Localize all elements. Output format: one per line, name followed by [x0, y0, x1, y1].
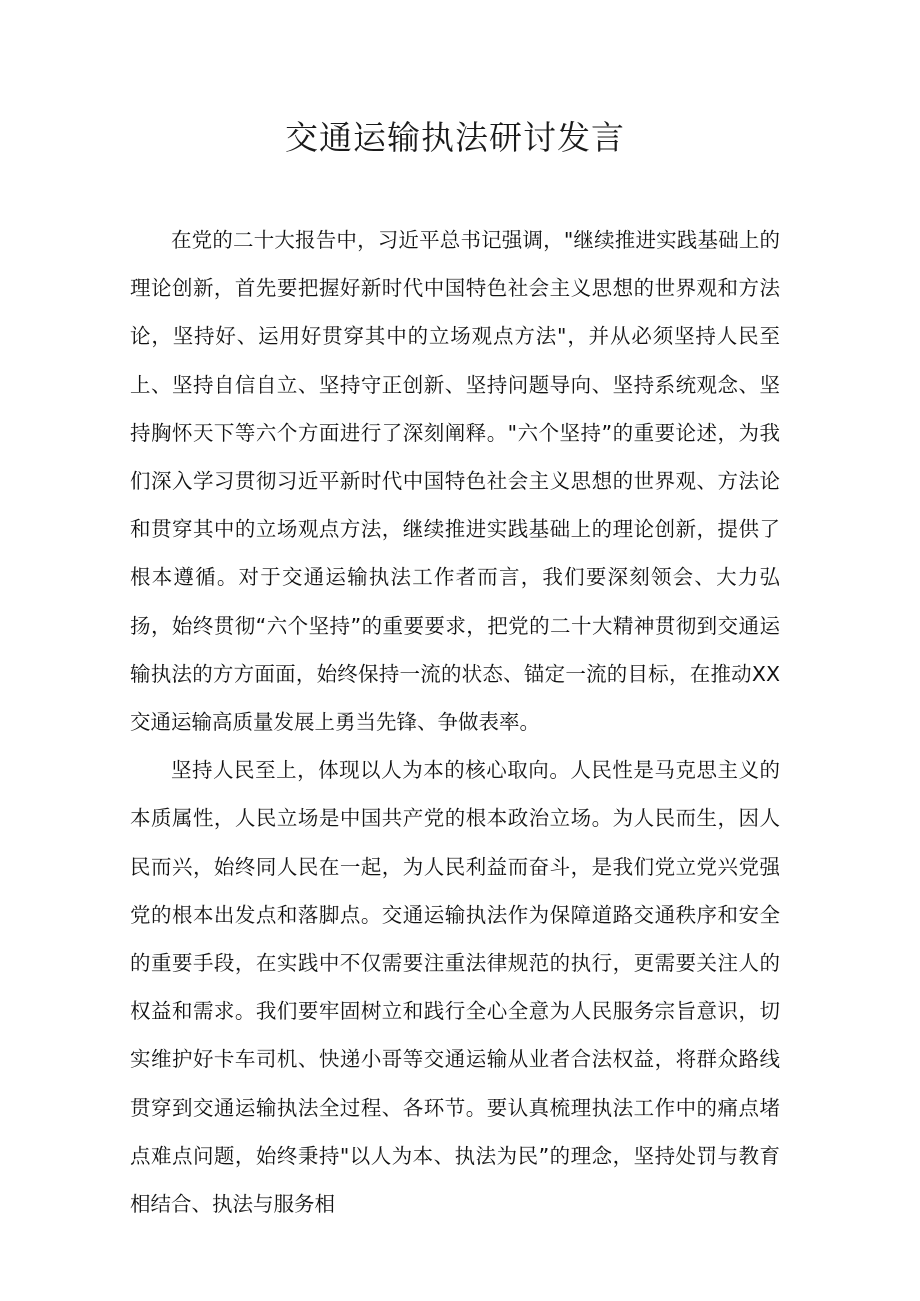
paragraph-intro: 在党的二十大报告中，习近平总书记强调，"继续推进实践基础上的理论创新，首先要把握好新时代中国特色社会主义思想的世界观和方法论，坚持好、运用好贯穿其中的立场观点方法"，并从必须坚持人民至上、坚持自信自立、坚持守正创新、坚持问题导向、坚持系统观念、坚持胸怀天下等六个方面进行了深刻阐释。"六个坚持”的重要论述，为我们深入学习贯彻习近平新时代中国特色社会主义思想的世界观、方法论和贯穿其中的立场观点方法，继续推进实践基础上的理论创新，提供了根本遵循。对于交通运输执法工作者而言，我们要深刻领会、大力弘扬，始终贯彻“六个坚持”的重要要求，把党的二十大精神贯彻到交通运输执法的方方面面，始终保持一流的状态、锚定一流的目标，在推动XX交通运输高质量发展上勇当先锋、争做表率。	[130, 228, 780, 735]
page-title: 交通运输执法研讨发言	[285, 118, 625, 157]
paragraph-people-first: 坚持人民至上，体现以人为本的核心取向。人民性是马克思主义的本质属性，人民立场是中国共产党的根本政治立场。为人民而生，因人民而兴，始终同人民在一起，为人民利益而奋斗，是我们党立党兴党强党的根本出发点和落脚点。交通运输执法作为保障道路交通秩序和安全的重要手段，在实践中不仅需要注重法律规范的执行，更需要关注人的权益和需求。我们要牢固树立和践行全心全意为人民服务宗旨意识，切实维护好卡车司机、快递小哥等交通运输从业者合法权益，将群众路线贯穿到交通运输执法全过程、各环节。要认真梳理执法工作中的痛点堵点难点问题，始终秉持"以人为本、执法为民”的理念，坚持处罚与教育相结合、执法与服务相	[130, 758, 780, 1217]
document-body	[130, 216, 780, 1228]
